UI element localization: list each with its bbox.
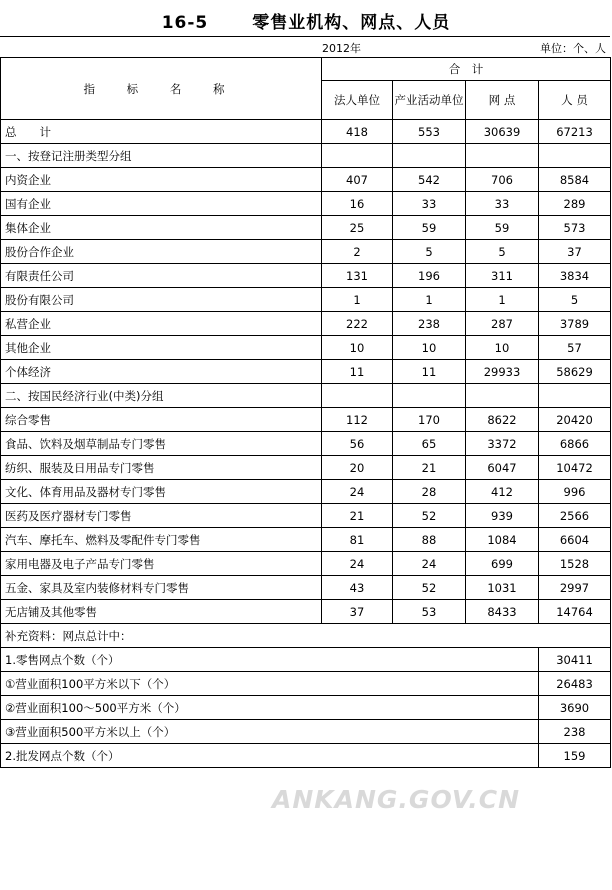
row-value: 5 xyxy=(466,240,539,264)
row-value: 706 xyxy=(466,168,539,192)
row-value: 5 xyxy=(539,288,611,312)
row-value: 59 xyxy=(466,216,539,240)
row-value: 6866 xyxy=(539,432,611,456)
row-value: 11 xyxy=(393,360,466,384)
table-row xyxy=(1,288,611,312)
row-value: 10472 xyxy=(539,456,611,480)
row-label: 综合零售 xyxy=(1,408,322,432)
row-value: 57 xyxy=(539,336,611,360)
row-label: 五金、家具及室内装修材料专门零售 xyxy=(1,576,322,600)
row-value: 3372 xyxy=(466,432,539,456)
row-value: 553 xyxy=(393,120,466,144)
row-value: 24 xyxy=(322,480,393,504)
row-value: 412 xyxy=(466,480,539,504)
statistics-table xyxy=(0,57,611,768)
table-row xyxy=(1,168,611,192)
row-label: 二、按国民经济行业(中类)分组 xyxy=(1,384,322,408)
row-value: 311 xyxy=(466,264,539,288)
table-row xyxy=(1,312,611,336)
unit-label: 单位：个、人 xyxy=(540,42,606,55)
row-value: 65 xyxy=(393,432,466,456)
table-row xyxy=(1,120,611,144)
row-label: 纺织、服装及日用品专门零售 xyxy=(1,456,322,480)
row-value: 8433 xyxy=(466,600,539,624)
row-value: 10 xyxy=(322,336,393,360)
row-value: 573 xyxy=(539,216,611,240)
row-value: 112 xyxy=(322,408,393,432)
row-label: 国有企业 xyxy=(1,192,322,216)
table-row xyxy=(1,192,611,216)
row-value: 3834 xyxy=(539,264,611,288)
row-value xyxy=(322,384,393,408)
table-row xyxy=(1,144,611,168)
table-code: 16-5 xyxy=(161,13,209,33)
supplement-row xyxy=(1,648,611,672)
table-row xyxy=(1,384,611,408)
row-value xyxy=(393,384,466,408)
row-value: 1 xyxy=(393,288,466,312)
row-value: 1528 xyxy=(539,552,611,576)
row-label: 股份合作企业 xyxy=(1,240,322,264)
supplement-value: 3690 xyxy=(539,696,611,720)
row-label: 个体经济 xyxy=(1,360,322,384)
supplement-title: 补充资料：网点总计中： xyxy=(1,624,611,648)
row-value: 24 xyxy=(322,552,393,576)
supplement-value: 26483 xyxy=(539,672,611,696)
row-value: 33 xyxy=(466,192,539,216)
header-col-activity-units: 产业活动单位 xyxy=(393,81,466,120)
row-value: 196 xyxy=(393,264,466,288)
table-row xyxy=(1,360,611,384)
row-value: 67213 xyxy=(539,120,611,144)
table-row xyxy=(1,432,611,456)
row-value: 52 xyxy=(393,504,466,528)
row-value xyxy=(539,144,611,168)
table-row xyxy=(1,264,611,288)
row-label: 有限责任公司 xyxy=(1,264,322,288)
row-value: 542 xyxy=(393,168,466,192)
table-row xyxy=(1,576,611,600)
year-label: 2012年 xyxy=(322,42,361,55)
row-value: 10 xyxy=(393,336,466,360)
row-label: 文化、体育用品及器材专门零售 xyxy=(1,480,322,504)
row-value: 1 xyxy=(466,288,539,312)
row-value: 11 xyxy=(322,360,393,384)
supplement-row xyxy=(1,696,611,720)
supplement-label: ②营业面积100～500平方米（个） xyxy=(1,696,539,720)
row-value: 996 xyxy=(539,480,611,504)
table-row xyxy=(1,480,611,504)
row-value: 24 xyxy=(393,552,466,576)
row-value xyxy=(322,144,393,168)
row-value: 1084 xyxy=(466,528,539,552)
row-value xyxy=(393,144,466,168)
row-value: 10 xyxy=(466,336,539,360)
row-value: 58629 xyxy=(539,360,611,384)
supplement-label: 2.批发网点个数（个） xyxy=(1,744,539,768)
row-value: 21 xyxy=(393,456,466,480)
row-value: 21 xyxy=(322,504,393,528)
row-value: 8584 xyxy=(539,168,611,192)
row-value: 28 xyxy=(393,480,466,504)
header-indicator-name: 指 标 名 称 xyxy=(1,58,322,120)
header-col-persons: 人 员 xyxy=(539,81,611,120)
row-value: 43 xyxy=(322,576,393,600)
table-row xyxy=(1,456,611,480)
row-value: 407 xyxy=(322,168,393,192)
table-row xyxy=(1,408,611,432)
row-label: 汽车、摩托车、燃料及零配件专门零售 xyxy=(1,528,322,552)
site-watermark: ANKANG.GOV.CN xyxy=(272,785,521,814)
row-value: 5 xyxy=(393,240,466,264)
row-value: 3789 xyxy=(539,312,611,336)
row-value: 2 xyxy=(322,240,393,264)
row-label: 总 计 xyxy=(1,120,322,144)
row-value: 222 xyxy=(322,312,393,336)
row-value: 20420 xyxy=(539,408,611,432)
page-title xyxy=(0,8,612,33)
supplement-value: 238 xyxy=(539,720,611,744)
supplement-value: 159 xyxy=(539,744,611,768)
row-value: 289 xyxy=(539,192,611,216)
row-value: 20 xyxy=(322,456,393,480)
row-value: 8622 xyxy=(466,408,539,432)
table-row xyxy=(1,504,611,528)
header-col-legal-units: 法人单位 xyxy=(322,81,393,120)
row-value: 131 xyxy=(322,264,393,288)
row-value: 56 xyxy=(322,432,393,456)
supplement-label: 1.零售网点个数（个） xyxy=(1,648,539,672)
row-value: 939 xyxy=(466,504,539,528)
row-value: 2566 xyxy=(539,504,611,528)
row-value xyxy=(466,384,539,408)
row-value: 37 xyxy=(322,600,393,624)
row-value: 699 xyxy=(466,552,539,576)
row-label: 医药及医疗器材专门零售 xyxy=(1,504,322,528)
row-label: 一、按登记注册类型分组 xyxy=(1,144,322,168)
row-label: 食品、饮料及烟草制品专门零售 xyxy=(1,432,322,456)
supplement-row xyxy=(1,672,611,696)
row-label: 其他企业 xyxy=(1,336,322,360)
row-value: 33 xyxy=(393,192,466,216)
row-label: 私营企业 xyxy=(1,312,322,336)
row-value: 59 xyxy=(393,216,466,240)
row-value: 6047 xyxy=(466,456,539,480)
header-col-outlets: 网 点 xyxy=(466,81,539,120)
row-label: 内资企业 xyxy=(1,168,322,192)
row-value: 1031 xyxy=(466,576,539,600)
header-total-group: 合 计 xyxy=(322,58,611,81)
row-value: 30639 xyxy=(466,120,539,144)
title-divider xyxy=(0,36,610,37)
row-value: 418 xyxy=(322,120,393,144)
row-value: 170 xyxy=(393,408,466,432)
row-value: 14764 xyxy=(539,600,611,624)
table-row xyxy=(1,600,611,624)
row-value: 37 xyxy=(539,240,611,264)
supplement-title-row xyxy=(1,624,611,648)
table-row xyxy=(1,552,611,576)
table-row xyxy=(1,528,611,552)
row-value xyxy=(539,384,611,408)
row-value: 52 xyxy=(393,576,466,600)
table-row xyxy=(1,336,611,360)
table-title: 零售业机构、网点、人员 xyxy=(252,13,451,33)
row-value: 88 xyxy=(393,528,466,552)
row-value: 53 xyxy=(393,600,466,624)
row-value: 6604 xyxy=(539,528,611,552)
supplement-label: ①营业面积100平方米以下（个） xyxy=(1,672,539,696)
supplement-row xyxy=(1,720,611,744)
row-value xyxy=(466,144,539,168)
row-label: 集体企业 xyxy=(1,216,322,240)
table-row xyxy=(1,216,611,240)
row-label: 无店铺及其他零售 xyxy=(1,600,322,624)
row-value: 287 xyxy=(466,312,539,336)
row-label: 股份有限公司 xyxy=(1,288,322,312)
table-row xyxy=(1,240,611,264)
row-value: 2997 xyxy=(539,576,611,600)
supplement-row xyxy=(1,744,611,768)
row-value: 29933 xyxy=(466,360,539,384)
table-meta xyxy=(0,40,612,56)
row-label: 家用电器及电子产品专门零售 xyxy=(1,552,322,576)
supplement-value: 30411 xyxy=(539,648,611,672)
row-value: 238 xyxy=(393,312,466,336)
row-value: 25 xyxy=(322,216,393,240)
row-value: 1 xyxy=(322,288,393,312)
row-value: 81 xyxy=(322,528,393,552)
row-value: 16 xyxy=(322,192,393,216)
supplement-label: ③营业面积500平方米以上（个） xyxy=(1,720,539,744)
